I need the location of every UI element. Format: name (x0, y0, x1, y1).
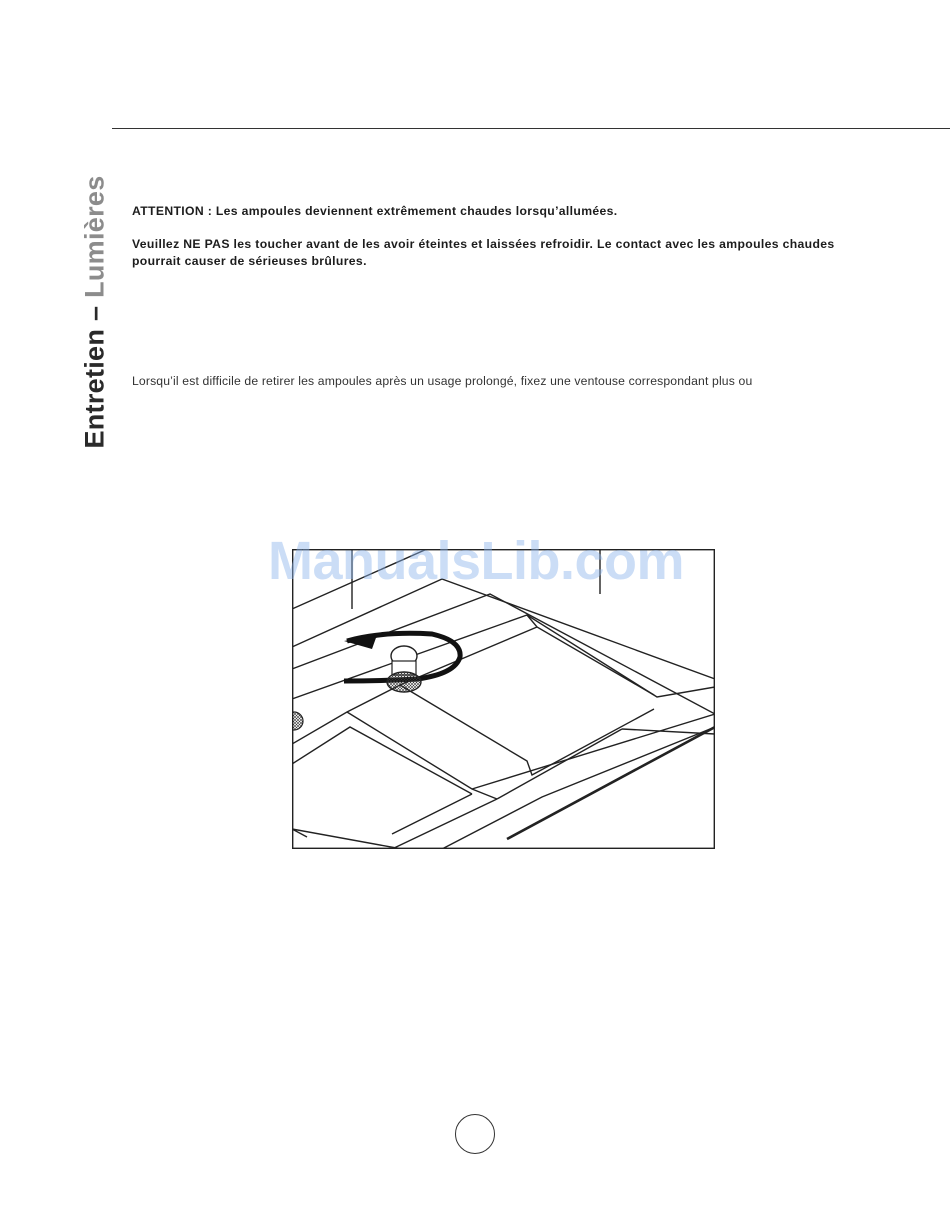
page-number-circle (455, 1114, 495, 1154)
header-rule (112, 128, 950, 129)
section-side-title (80, 175, 111, 448)
bulb-removal-illustration (292, 549, 715, 849)
side-title-part2: Lumières (79, 175, 110, 298)
warning-text: Veuillez NE PAS les toucher avant de les avoir éteintes et laissées refroidir. Le contact avec les ampoules chaudes pourrait causer de sérieuses brûlures. (132, 237, 835, 268)
instruction-text: Lorsqu’il est difficile de retirer les ampoules après un usage prolongé, fixez une ventouse correspondant plus ou (132, 374, 753, 388)
side-title-dash: – (79, 297, 110, 329)
attention-text: ATTENTION : Les ampoules deviennent extrêmement chaudes lorsqu’allumées. (132, 204, 618, 218)
side-title-part1: Entretien (79, 328, 110, 449)
watermark-text: ManualsLib.com (268, 531, 685, 591)
